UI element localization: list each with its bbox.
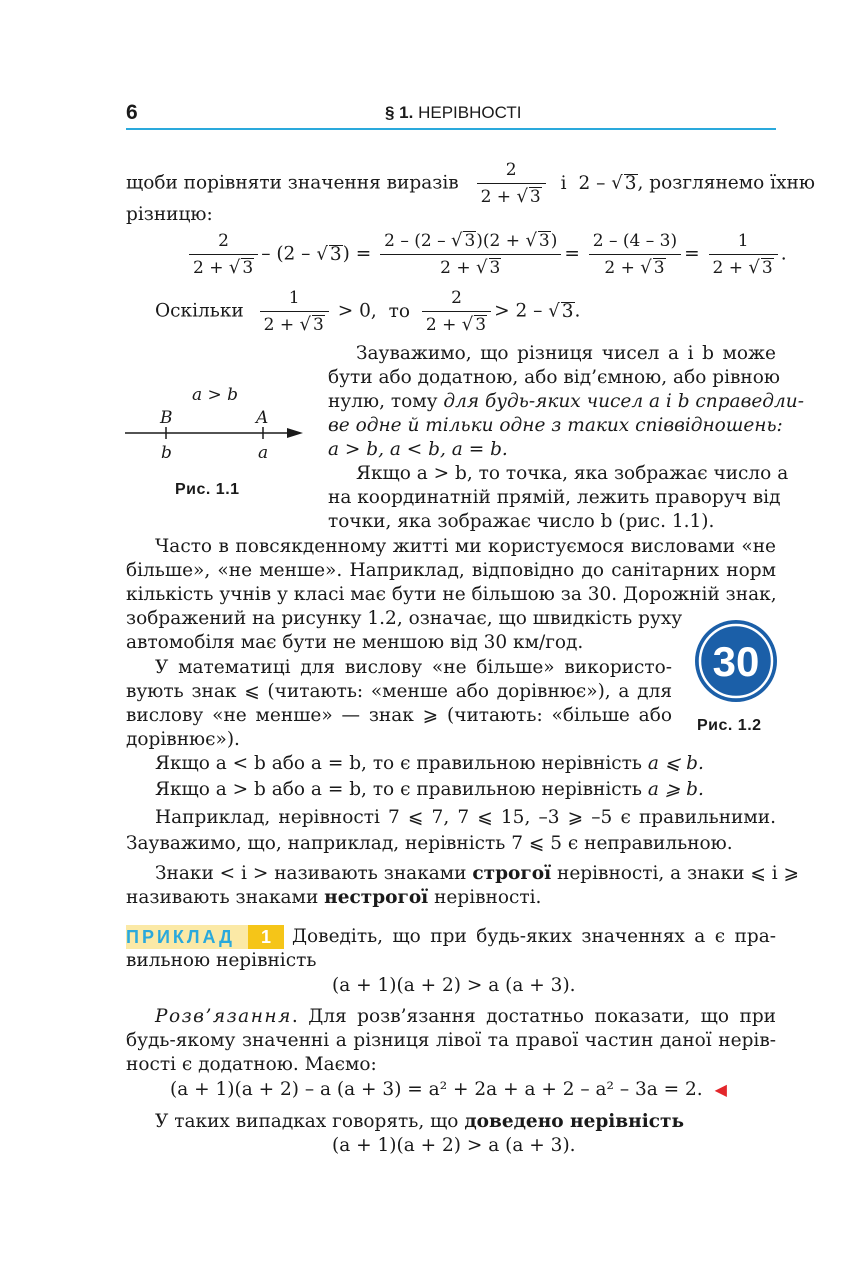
text-line: вильною нерівність <box>126 950 317 971</box>
solution-formula: (a + 1)(a + 2) – a (a + 3) = a² + 2a + a + 2 – a² – 3a = 2. ◀ <box>170 1079 727 1100</box>
text-line: дорівнює»). <box>126 729 240 750</box>
intro-text-end: , розглянемо їхню <box>637 172 815 194</box>
text-line: ве одне й тільки одне з таких співвідношень: <box>328 415 783 436</box>
section-title: НЕРІВНОСТІ <box>418 103 522 122</box>
intro-line: щоби порівняти значення виразів $\frac{2}{2 + √ 3}$ і 2 – √ 3, розглянемо їхню <box>126 160 815 207</box>
difference-equation: $\frac{2}{2 + √ 3}$ – (2 – √ 3) = $\frac{2 - (2 - √ 3)(2 + √ 3)}{2 + √ 3}$ = $\frac{2 - (4 - 3)}{2 + √ 3}$ = $\frac{1}{2 + √ 3}$ . <box>186 231 787 278</box>
numerator: 2 <box>477 160 546 184</box>
fraction: $\frac{2}{2 + √ 3}$ <box>189 231 258 278</box>
point-B-label: B <box>160 408 173 428</box>
fraction: $\frac{2 - (4 - 3)}{2 + √ 3}$ <box>589 231 681 278</box>
text-line: точки, яка зображає число b (рис. 1.1). <box>328 511 715 532</box>
text-line: на координатній прямій, лежить праворуч від <box>328 487 781 508</box>
text-line: Доведіть, що при будь-яких значеннях a є пра- <box>292 926 776 947</box>
text-line: Часто в повсякденному житті ми користуємося висловами «не <box>155 536 776 557</box>
number-line-figure <box>120 378 320 528</box>
since-line: Оскільки $\frac{1}{2 + √ 3}$ > 0, то $\frac{2}{2 + √ 3}$ > 2 – √ 3. <box>155 288 581 335</box>
point-A-label: A <box>256 408 269 428</box>
text-line: кількість учнів у класі має бути не більшою за 30. Дорожній знак, <box>126 584 777 605</box>
expression: 2 – <box>578 172 612 194</box>
sign-value: 30 <box>712 638 760 685</box>
text-line: У математиці для вислову «не більше» використо- <box>155 657 672 678</box>
page-number: 6 <box>126 101 138 124</box>
fraction: $\frac{1}{2 + √ 3}$ <box>260 288 329 335</box>
example-formula: (a + 1)(a + 2) > a (a + 3). <box>332 975 576 996</box>
tick-label-b: b <box>161 443 172 463</box>
denominator: 2 + √ 3 <box>480 186 541 207</box>
text-line: Якщо a > b, то точка, яка зображає число a <box>356 463 789 484</box>
text-line: будь-якому значенні a різниця лівої та правої частин даної нерів- <box>126 1030 776 1051</box>
rule-line: Якщо a > b або a = b, то є правильною нерівність a ⩾ b. <box>155 779 704 800</box>
example-label: ПРИКЛАД <box>126 927 235 947</box>
figure-caption: Рис. 1.1 <box>175 481 240 498</box>
text-line: Зауважимо, що різниця чисел a і b може <box>356 343 776 364</box>
text-line: Знаки < і > називають знаками строгої нерівності, а знаки ⩽ і ⩾ <box>155 863 799 884</box>
text-line: бути або додатною, або від’ємною, або рівною <box>328 367 780 388</box>
example-number: 1 <box>248 925 284 949</box>
text-line: зображений на рисунку 1.2, означає, що швидкість руху <box>126 608 683 629</box>
arrow-head-icon <box>287 428 303 438</box>
text-line: У таких випадках говорять, що доведено нерівність <box>155 1111 685 1132</box>
text-line: ності є додатною. Маємо: <box>126 1054 377 1075</box>
conclusion-formula: (a + 1)(a + 2) > a (a + 3). <box>332 1135 576 1156</box>
fraction: $\frac{2}{2 + √ 3}$ <box>422 288 491 335</box>
header-rule <box>126 128 776 130</box>
fraction: $\frac{1}{2 + √ 3}$ <box>709 231 778 278</box>
fraction <box>477 160 546 207</box>
text-line: автомобіля має бути не меншою від 30 км/год. <box>126 632 584 653</box>
text-line: називають знаками нестрогої нерівності. <box>126 887 542 908</box>
relation-label: a > b <box>192 385 239 405</box>
rule-line: Якщо a < b або a = b, то є правильною нерівність a ⩽ b. <box>155 753 704 774</box>
text-line: a > b, a < b, a = b. <box>328 439 508 460</box>
text-line: вують знак ⩽ (читають: «менше або дорівнює»), а для <box>126 681 672 702</box>
conjunction: і <box>560 172 567 194</box>
rule-line: Наприклад, нерівності 7 ⩽ 7, 7 ⩽ 15, –3 ⩾ –5 є правильними. <box>155 807 776 828</box>
tick-label-a: a <box>258 443 269 463</box>
intro-text: щоби порівняти значення виразів <box>126 172 459 194</box>
speed-sign-figure <box>694 619 778 703</box>
end-of-proof-icon: ◀ <box>714 1080 727 1099</box>
fraction: $\frac{2 - (2 - √ 3)(2 + √ 3)}{2 + √ 3}$ <box>380 231 561 278</box>
text-line: вислову «не менше» — знак ⩾ (читають: «більше або <box>126 705 672 726</box>
running-header <box>385 103 521 123</box>
section-number: § 1. <box>385 103 414 122</box>
text-line: Розв’язання. Для розв’язання достатньо показати, що при <box>155 1006 776 1027</box>
figure-caption: Рис. 1.2 <box>697 717 762 734</box>
text-line: більше», «не менше». Наприклад, відповідно до санітарних норм <box>126 560 776 581</box>
text-line: нулю, тому для будь-яких чисел a і b справедли- <box>328 391 804 412</box>
expression: – (2 – <box>261 243 317 265</box>
intro-line-2: різницю: <box>126 204 213 225</box>
rule-line: Зауважимо, що, наприклад, нерівність 7 ⩽ 5 є неправильною. <box>126 833 733 854</box>
